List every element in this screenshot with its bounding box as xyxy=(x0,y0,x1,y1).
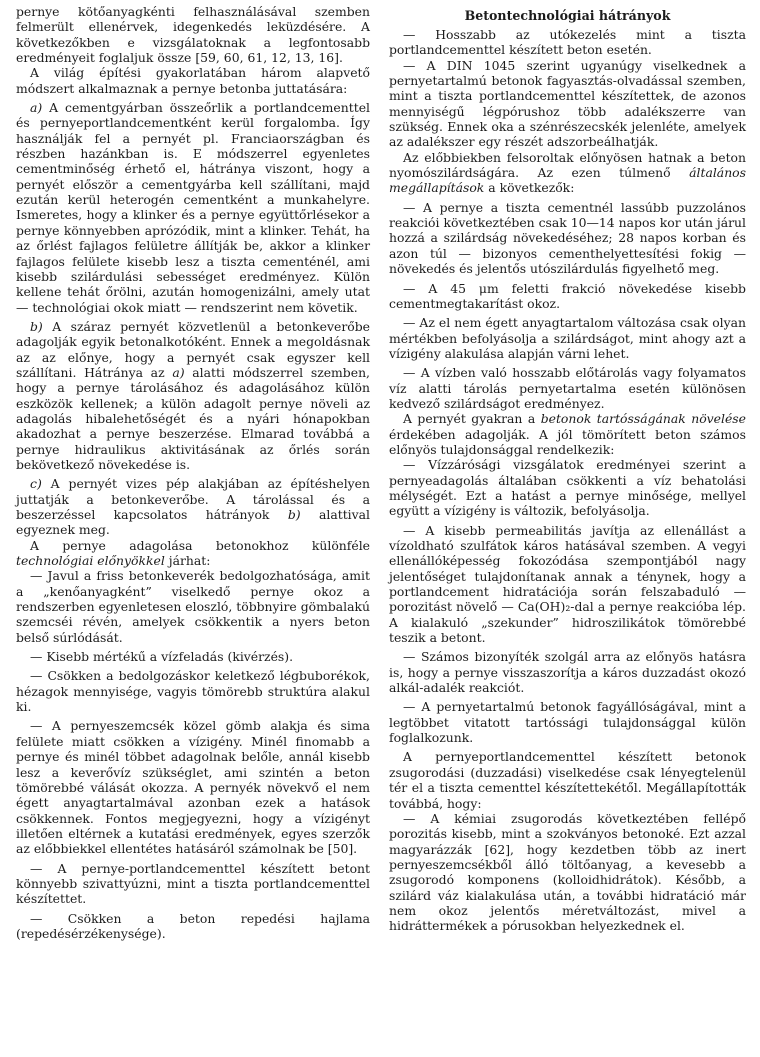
left-column xyxy=(16,4,370,941)
method-a-paragraph xyxy=(16,100,370,315)
list-item: — Az el nem égett anyagtartalom változása csak olyan mértékben befolyásolja a szilárdságot, mint ahogy azt a vízigény alakulása alapján várni lehet. xyxy=(389,315,746,361)
paragraph: pernye kötőanyagkénti felhasználásával szemben felmerült ellenérvek, idegenkedés leküzdésére. A következőkben e vizsgálatoknak a legfontosabb eredményeit foglaljuk össze [59, 60, 61, 12, 13, 16]. xyxy=(16,4,370,66)
list-item: — Kisebb mértékű a vízfeladás (kivérzés). xyxy=(30,649,294,665)
list-item: — A kisebb permeabilitás javítja az ellenállást a vízoldható szulfátok káros hatásával szemben. A vegyi ellenállóképesség fokozódása szempontjából nagy jelentőséget tulajdonítanak annak a ténynek, hogy a portlandcement hidratációja során felszabaduló — porozitást növelő — Ca(OH)₂-dal a pernye reakcióba lép. A kialakuló „szekunder” hidroszilikátok tömörebbé teszik a betont. xyxy=(389,522,746,646)
list-item: — Hosszabb az utókezelés mint a tiszta portlandcementtel készített beton esetén. xyxy=(389,27,746,58)
list-item: — A pernyetartalmú betonok fagyállóságával, mint a legtöbbet vitatott tartóssági tulajdonsággal külön foglalkozunk. xyxy=(389,699,746,746)
list-reference: a) xyxy=(172,364,185,380)
list-item: — Vízzárósági vizsgálatok eredményei szerint a pernyeadagolás általában csökkenti a víz behatolási mélységét. Ezt a hatást a pernye minősége, mellyel együtt a vízigény is változik, befolyásolja. xyxy=(389,457,746,519)
list-label: c) xyxy=(30,476,42,492)
method-b-paragraph xyxy=(16,319,370,472)
paragraph: A világ építési gyakorlatában három alapvető módszert alkalmaznak a pernye betonba juttatására: xyxy=(16,65,370,96)
paragraph-text: A pernye adagolása betonokhoz különféle xyxy=(30,537,370,553)
section-heading: Betontechnológiai hátrányok xyxy=(464,8,671,23)
list-item: — A pernye a tiszta cementnél lassúbb puzzolános reakciói következtében csak 10—14 napos kor után járul hozzá a szilárdság növekedéséhez; 28 napos korban és azon túl — bizonyos cementhelyettesítési fokig — növekedés és jelentős utószilárdulás figyelhető meg. xyxy=(389,199,746,277)
list-label: a) xyxy=(30,100,43,116)
list-item: — A 45 μm feletti frakció növekedése kisebb cementmegtakarítást okoz. xyxy=(389,280,746,311)
list-item: — A DIN 1045 szerint ugyanúgy viselkednek a pernyetartalmú betonok fagyasztás-olvadással szemben, mint a tiszta portlandcementtel készítettek, de azonos mennyiségű légpórushoz több adalékszerre van szükség. Ennek oka a szénrészecskék jelenléte, amelyek az adalékszer egy részét adszorbeálhatják. xyxy=(389,57,746,150)
list-item: — Csökken a bedolgozáskor keletkező légbuborékok, hézagok mennyisége, vagyis tömörebb struktúra alakul ki. xyxy=(16,668,370,715)
emphasis-text: betonok tartósságának növelése xyxy=(540,411,746,427)
right-column xyxy=(389,8,746,934)
paragraph-text: érdekében adagolják. A jól tömörített beton számos előnyös tulajdonsággal rendelkezik: xyxy=(389,426,746,457)
emphasis-text: általános megállapítások xyxy=(389,165,746,196)
list-item: — Számos bizonyíték szolgál arra az előnyös hatásra is, hogy a pernye visszaszorítja a káros duzzadást okozó alkál-adalék reakciót. xyxy=(389,649,746,696)
paragraph-text: alatti módszerrel szemben, hogy a pernye tárolásához és adagolásához külön eszközök kellenek; a külön adagolt pernye növeli az adagolás hibalehetőségét és a nyári hónapokban akadozhat a pernye beszerzése. Elmarad továbbá a pernye hidraulikus aktivitásának az őrlés során bekövetkező növekedése is. xyxy=(16,364,370,472)
paragraph: A pernyeportlandcementtel készített betonok zsugorodási (duzzadási) viselkedése csak lényegtelenül tér el a tiszta cementtel készítettekétől. Megállapították továbbá, hogy: xyxy=(389,749,746,811)
paragraph-text: A száraz pernyét közvetlenül a betonkeverőbe adagolják egyik betonalkotóként. Ennek a megoldásnak az az előnye, hogy a pernyét csak egyszer kell szállítani. Hátránya az xyxy=(16,318,370,380)
list-reference: b) xyxy=(287,507,301,522)
list-label: b) xyxy=(30,318,43,334)
list-item: — A pernye-portlandcementtel készített betont könnyebb szivattyúzni, mint a tiszta portlandcementtel készítettet. xyxy=(16,860,370,907)
list-item: — A vízben való hosszabb előtárolás vagy folyamatos víz alatti tárolás pernyetartalma esetén különösen kedvező szilárdságot eredményez. xyxy=(389,365,746,411)
paragraph-text: A pernyét vizes pép alakjában az építéshelyen juttatják a betonkeverőbe. A tárolással és a beszerzéssel kapcsolatos hátrányok xyxy=(16,476,370,522)
paragraph-text: a következők: xyxy=(484,180,575,196)
list-item: — A kémiai zsugorodás következtében fellépő porozitás kisebb, mint a szokványos betonoké. Ezt azzal magyarázzák [62], hogy kezdetben több az inert pernyeszemcsékből álló töltőanyag, a kevesebb a zsugorodó komponens (kolloidhidrátok). Később, a szilárd váz kialakulása után, a további hidratáció már nem okoz jelentős méretváltozást, mivel a hidráttermékek a pórusokban helyezkednek el. xyxy=(389,810,746,934)
paragraph-text: A cementgyárban összeőrlik a portlandcementtel és pernyeportlandcementként kerül forgalomba. Így használják fel a pernyét pl. Franciaországban és részben hazánkban is. E módszerrel egyenletes cementminőség érhető el, hátránya viszont, hogy a pernyét először a cementgyárba kell szállítani, majd ezután kerül heterogén cementként a munkahelyre. Ismeretes, hogy a klinker és a pernye együttőrlésekor a pernye könnyebben aprózódik, mint a klinker. Tehát, ha az őrlést fajlagos felületre állítják be, akkor a klinker fajlagos felülete kisebb lesz a tiszta cementénél, ami kisebb szilárdulási sebességet eredményez. Külön kellene tehát őrölni, azután homogenizálni, amely utat — technológiai okok miatt — rendszerint nem követik. xyxy=(16,100,370,315)
list-item: — Javul a friss betonkeverék bedolgozhatósága, amit a „kenőanyagként” viselkedő pernye okoz a rendszerben egyenletesen eloszló, többnyire gömbalakú szemcséi révén, amelyek csökkentik a nyers beton belső súrlódását. xyxy=(16,568,370,645)
paragraph-text: A pernyét gyakran a xyxy=(403,411,541,427)
emphasis-text: technológiai előnyökkel xyxy=(16,553,165,569)
list-item: — Csökken a beton repedési hajlama (repedésérzékenysége). xyxy=(16,910,370,941)
paragraph xyxy=(389,150,746,196)
paragraph-text: járhat: xyxy=(164,553,211,569)
paragraph xyxy=(16,538,370,569)
paragraph-text: Az előbbiekben felsoroltak előnyösen hatnak a beton nyomószilárdságára. Az ezen túlmenő xyxy=(389,149,746,181)
list-item: — A pernyeszemcsék közel gömb alakja és sima felülete miatt csökken a vízigény. Minél finomabb a pernye és minél többet adagolnak belőle, annál kisebb lesz a keverővíz szükséglet, ami szintén a beton tömörebbé válását okozza. A pernyék növekvő el nem égett anyagtartalmával azonban ezek a hatások csökkennek. Fontos megjegyezni, hogy a vízigényt illetően eltérnek a kutatási eredmények, egyes szerzők az előbbiekkel ellentétes hatásáról számolnak be [50]. xyxy=(16,718,370,857)
paragraph-text: alattival egyeznek meg. xyxy=(16,507,370,538)
paragraph xyxy=(389,411,746,457)
method-c-paragraph xyxy=(16,476,370,537)
